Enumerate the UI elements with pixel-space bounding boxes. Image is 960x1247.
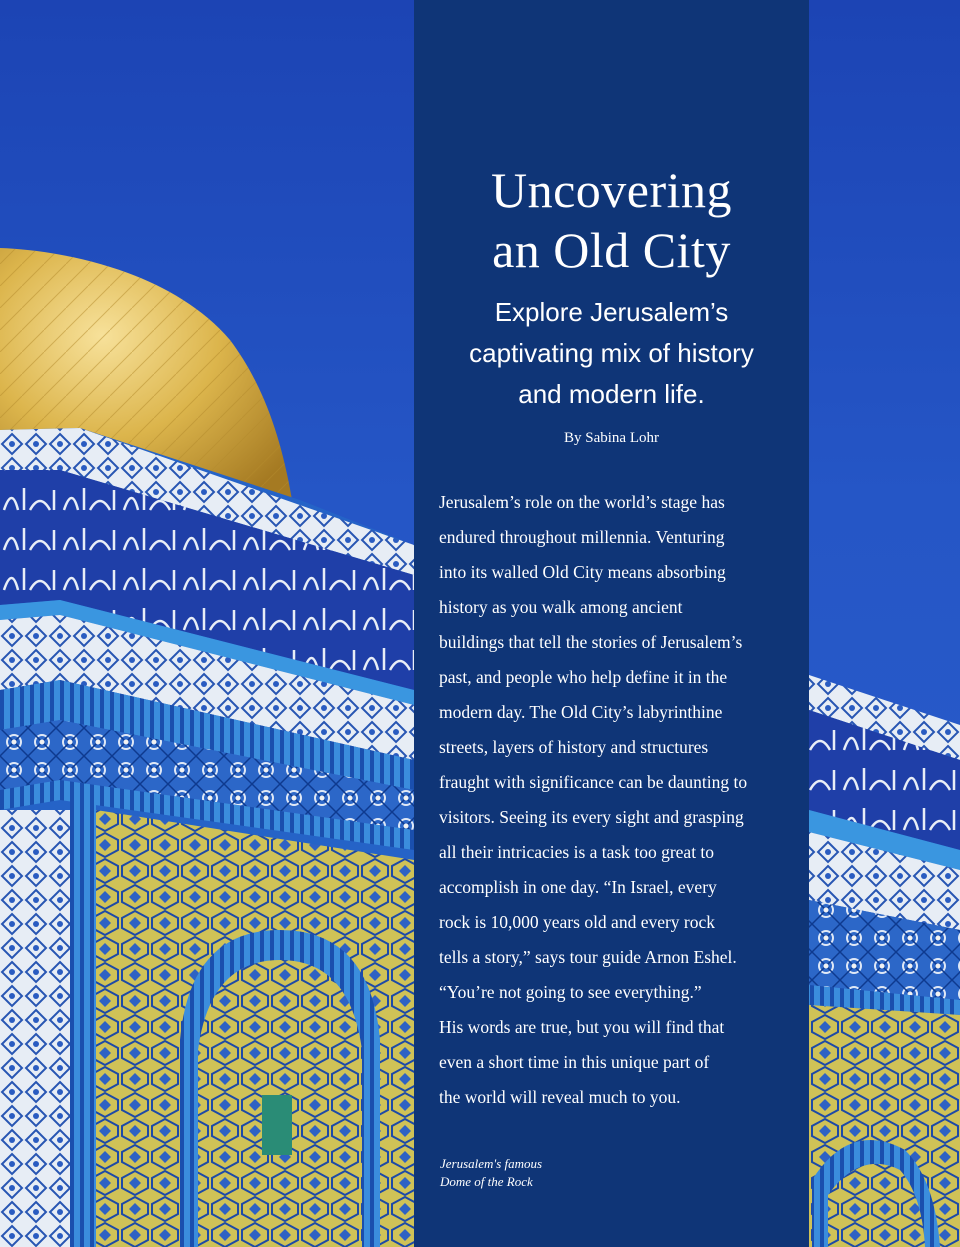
article-title bbox=[414, 160, 809, 280]
body-line: rock is 10,000 years old and every rock bbox=[439, 912, 716, 932]
body-line: even a short time in this unique part of bbox=[439, 1052, 710, 1072]
body-line: the world will reveal much to you. bbox=[439, 1087, 681, 1107]
photo-caption bbox=[440, 1155, 640, 1191]
body-line: accomplish in one day. “In Israel, every bbox=[439, 877, 717, 897]
body-line: Jerusalem’s role on the world’s stage has bbox=[439, 492, 725, 512]
body-line: into its walled Old City means absorbing bbox=[439, 562, 726, 582]
article-subtitle-line-1: Explore Jerusalem’s bbox=[494, 297, 729, 327]
article-body bbox=[439, 485, 799, 1115]
body-line: His words are true, but you will find that bbox=[439, 1017, 725, 1037]
article-subtitle-line-3: and modern life. bbox=[518, 379, 705, 409]
article-byline: By Sabina Lohr bbox=[564, 430, 659, 446]
article-title-line-1: Uncovering bbox=[490, 162, 733, 218]
body-line: endured throughout millennia. Venturing bbox=[439, 527, 725, 547]
article-subtitle bbox=[414, 292, 809, 415]
article-panel bbox=[414, 0, 809, 1247]
body-line: modern day. The Old City’s labyrinthine bbox=[439, 702, 723, 722]
photo-caption-line-2: Dome of the Rock bbox=[440, 1174, 533, 1189]
article-subtitle-line-2: captivating mix of history bbox=[469, 338, 754, 368]
body-line: buildings that tell the stories of Jerusalem’s bbox=[439, 632, 743, 652]
body-line: history as you walk among ancient bbox=[439, 597, 683, 617]
body-line: “You’re not going to see everything.” bbox=[439, 982, 702, 1002]
body-line: tells a story,” says tour guide Arnon Eshel. bbox=[439, 947, 737, 967]
body-line: all their intricacies is a task too great to bbox=[439, 842, 715, 862]
body-line: past, and people who help define it in the bbox=[439, 667, 728, 687]
article-title-line-2: an Old City bbox=[492, 222, 731, 278]
photo-caption-line-1: Jerusalem's famous bbox=[440, 1156, 543, 1171]
body-line: visitors. Seeing its every sight and grasping bbox=[439, 807, 744, 827]
body-line: streets, layers of history and structures bbox=[439, 737, 709, 757]
body-line: fraught with significance can be daunting to bbox=[439, 772, 748, 792]
